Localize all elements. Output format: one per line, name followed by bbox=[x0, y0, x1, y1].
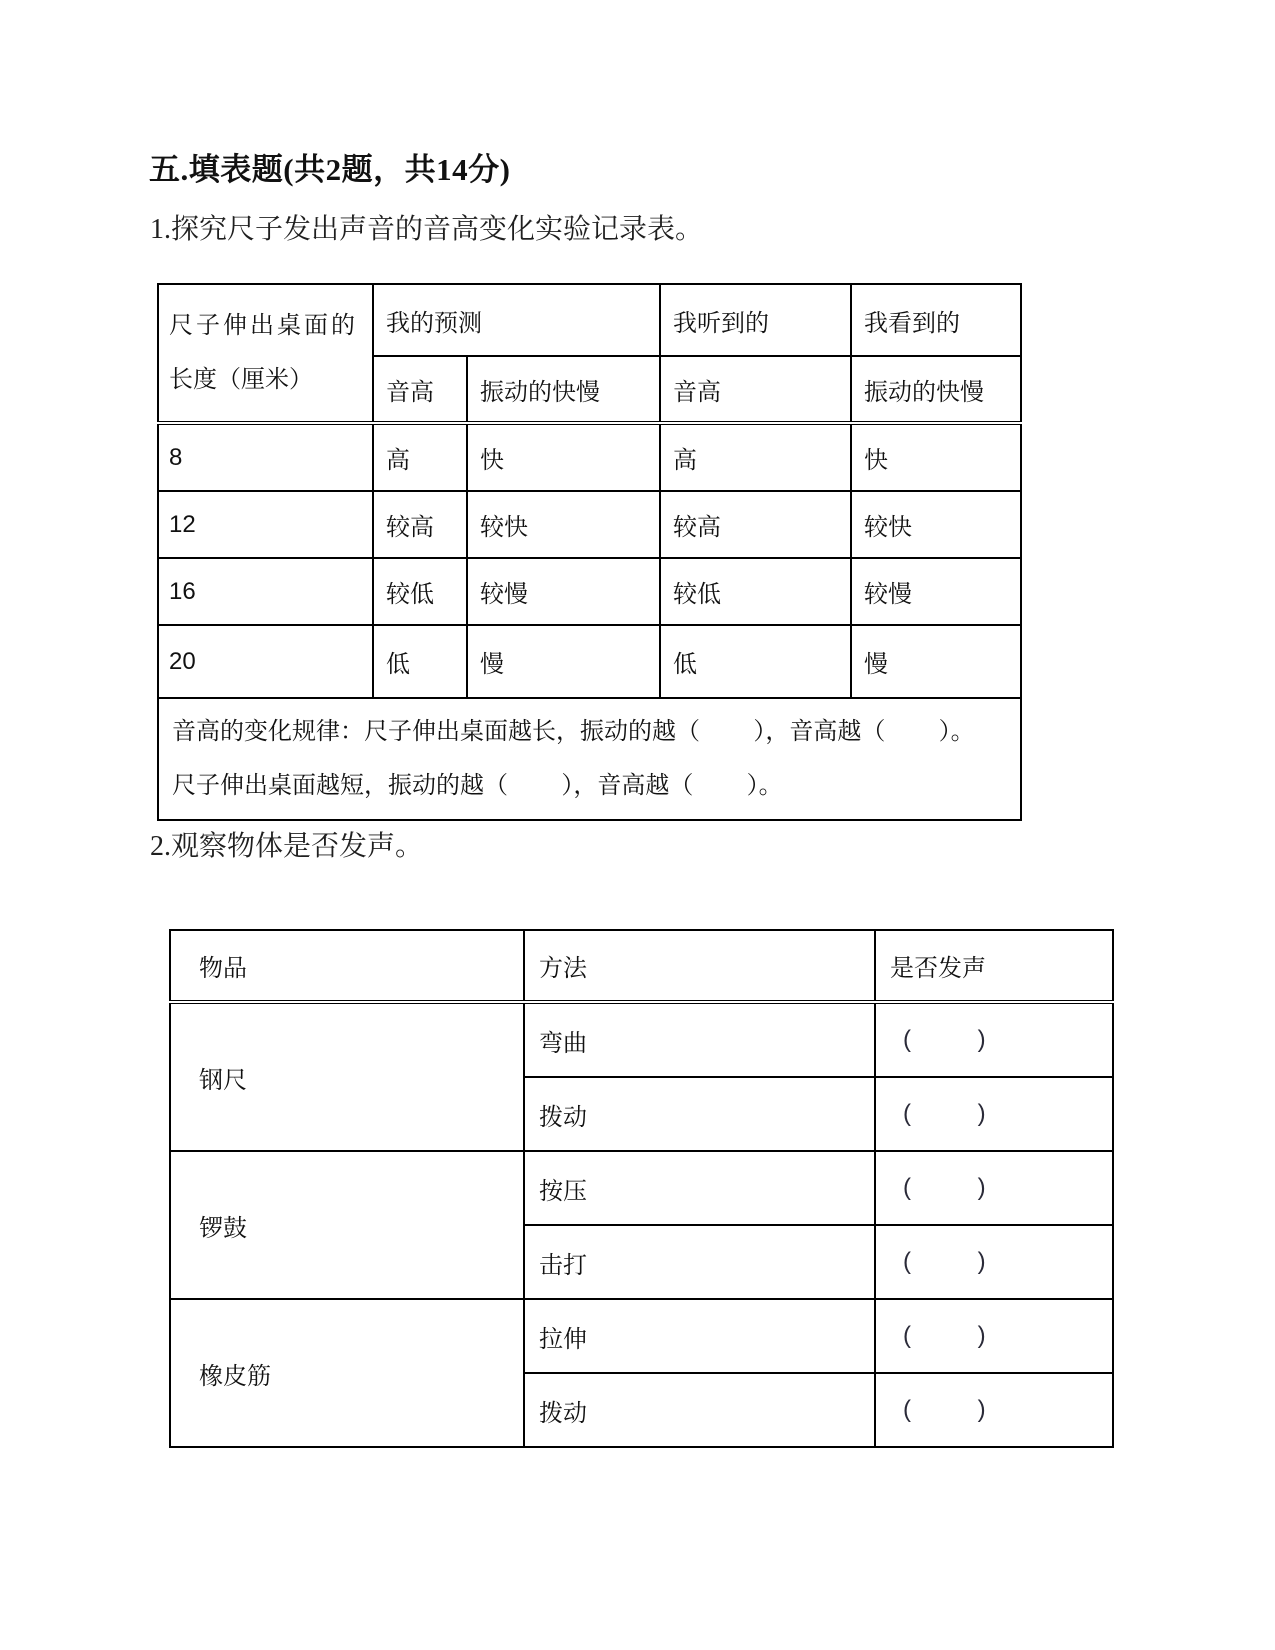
header-makes-sound: 是否发声 bbox=[875, 930, 1113, 1002]
table1-cell: 快 bbox=[851, 423, 1021, 491]
header-object: 物品 bbox=[170, 930, 524, 1002]
table1-cell: 低 bbox=[660, 625, 851, 698]
table1-cell: 较慢 bbox=[851, 558, 1021, 625]
question2-label: 2.观察物体是否发声。 bbox=[150, 831, 424, 862]
table1-row-16 bbox=[158, 558, 1021, 625]
table1-row-12 bbox=[158, 491, 1021, 558]
length-cell: 8 bbox=[158, 423, 373, 491]
table2-row bbox=[170, 1299, 1113, 1373]
table1-cell: 较快 bbox=[467, 491, 660, 558]
answer-blank: ( ) bbox=[875, 1151, 1113, 1225]
method-cell: 击打 bbox=[524, 1225, 875, 1299]
answer-blank: ( ) bbox=[875, 1373, 1113, 1447]
header-method: 方法 bbox=[524, 930, 875, 1002]
table1-cell: 慢 bbox=[467, 625, 660, 698]
table2-row bbox=[170, 1151, 1113, 1225]
sub-header-pitch-2: 音高 bbox=[660, 356, 851, 423]
method-cell: 按压 bbox=[524, 1151, 875, 1225]
method-cell: 拨动 bbox=[524, 1373, 875, 1447]
corner-header-line2: 长度（厘米） bbox=[169, 366, 313, 393]
table1-cell: 较高 bbox=[660, 491, 851, 558]
table2-header-row bbox=[170, 930, 1113, 1002]
table1-cell: 较高 bbox=[373, 491, 467, 558]
table1-cell: 较低 bbox=[660, 558, 851, 625]
item-cell-rubber-band: 橡皮筋 bbox=[170, 1299, 524, 1447]
length-cell: 16 bbox=[158, 558, 373, 625]
summary-line1: 音高的变化规律：尺子伸出桌面越长，振动的越（ ），音高越（ ）。 bbox=[172, 718, 975, 745]
table1-cell: 低 bbox=[373, 625, 467, 698]
method-cell: 弯曲 bbox=[524, 1002, 875, 1077]
table1-cell: 慢 bbox=[851, 625, 1021, 698]
table1-cell: 较快 bbox=[851, 491, 1021, 558]
table2-row bbox=[170, 1002, 1113, 1077]
table1-row-8 bbox=[158, 423, 1021, 491]
sub-header-vibration-2: 振动的快慢 bbox=[851, 356, 1021, 423]
length-cell: 12 bbox=[158, 491, 373, 558]
section-heading: 五.填表题(共2题，共14分) bbox=[149, 152, 511, 187]
table1-cell: 较慢 bbox=[467, 558, 660, 625]
question1-label: 1.探究尺子发出声音的音高变化实验记录表。 bbox=[150, 214, 704, 245]
group-header-what-i-heard: 我听到的 bbox=[660, 284, 851, 356]
table1-cell: 高 bbox=[373, 423, 467, 491]
sub-header-vibration-1: 振动的快慢 bbox=[467, 356, 660, 423]
answer-blank: ( ) bbox=[875, 1299, 1113, 1373]
sub-header-pitch-1: 音高 bbox=[373, 356, 467, 423]
answer-blank: ( ) bbox=[875, 1002, 1113, 1077]
corner-header-line1: 尺子伸出桌面的 bbox=[169, 312, 358, 339]
table1-corner-header bbox=[158, 284, 373, 423]
method-cell: 拨动 bbox=[524, 1077, 875, 1151]
group-header-my-prediction: 我的预测 bbox=[373, 284, 660, 356]
answer-blank: ( ) bbox=[875, 1077, 1113, 1151]
table1-cell: 较低 bbox=[373, 558, 467, 625]
item-cell-gong-drum: 锣鼓 bbox=[170, 1151, 524, 1299]
answer-blank: ( ) bbox=[875, 1225, 1113, 1299]
method-cell: 拉伸 bbox=[524, 1299, 875, 1373]
summary-cell bbox=[158, 698, 1021, 820]
table1-group-header-row bbox=[158, 284, 1021, 356]
item-cell-steel-ruler: 钢尺 bbox=[170, 1002, 524, 1151]
table1-summary-row bbox=[158, 698, 1021, 820]
table1-cell: 快 bbox=[467, 423, 660, 491]
sound-observation-table bbox=[169, 929, 1114, 1448]
pitch-experiment-table bbox=[157, 283, 1022, 821]
table1-cell: 高 bbox=[660, 423, 851, 491]
length-cell: 20 bbox=[158, 625, 373, 698]
table1-row-20 bbox=[158, 625, 1021, 698]
group-header-what-i-saw: 我看到的 bbox=[851, 284, 1021, 356]
summary-line2: 尺子伸出桌面越短，振动的越（ ），音高越（ ）。 bbox=[172, 772, 783, 799]
